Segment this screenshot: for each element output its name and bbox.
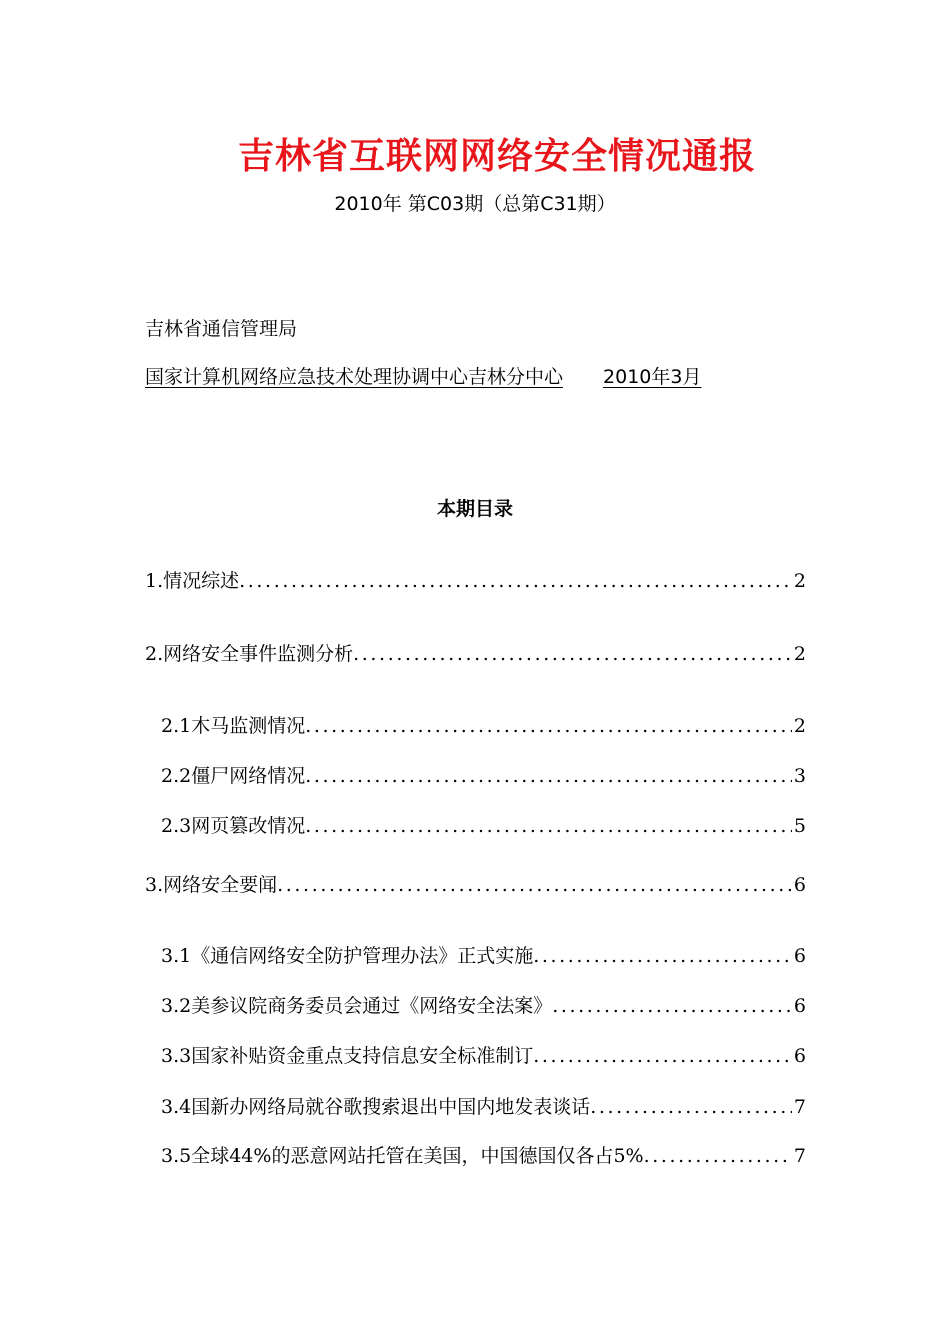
toc-entry-page: 7	[793, 1145, 806, 1167]
toc-title: 本期目录	[436, 498, 513, 520]
toc-leader-dots	[277, 874, 792, 896]
toc-leader-dots	[305, 715, 792, 737]
org-center: 国家计算机网络应急技术处理协调中心吉林分中心	[145, 366, 564, 388]
toc-leader-dots	[353, 643, 792, 665]
toc-entry-page: 7	[793, 1096, 806, 1118]
toc-leader-dots	[533, 1045, 792, 1067]
toc-entry-2-2[interactable]	[161, 761, 806, 788]
toc-entry-3[interactable]	[145, 870, 806, 897]
toc-leader-dots	[552, 995, 792, 1017]
toc-entry-label: 3.4国新办网络局就谷歌搜索退出中国内地发表谈话	[161, 1096, 591, 1118]
toc-entry-label: 2.3网页篡改情况	[161, 815, 306, 837]
report-title: 吉林省互联网网络安全情况通报	[237, 136, 756, 177]
toc-entry-label: 3.1《通信网络安全防护管理办法》正式实施	[161, 945, 534, 967]
toc-entry-page: 2	[793, 715, 806, 737]
toc-entry-label: 2.2僵尸网络情况	[161, 765, 306, 787]
toc-entry-2-3[interactable]	[161, 811, 806, 838]
toc-entry-page: 5	[793, 815, 806, 837]
toc-leader-dots	[305, 815, 792, 837]
toc-entry-1[interactable]	[145, 566, 806, 593]
issue-subtitle: 2010年 第C03期（总第C31期）	[334, 193, 616, 215]
org-bureau: 吉林省通信管理局	[145, 318, 298, 340]
toc-entry-page: 6	[793, 874, 806, 896]
toc-entry-3-2[interactable]	[161, 991, 806, 1018]
toc-entry-label: 3.5全球44%的恶意网站托管在美国，中国德国仅各占5%	[161, 1145, 644, 1167]
toc-entry-label: 3.2美参议院商务委员会通过《网络安全法案》	[161, 995, 553, 1017]
toc-entry-page: 2	[793, 643, 806, 665]
org-center-line	[145, 362, 701, 389]
toc-leader-dots	[590, 1096, 792, 1118]
toc-entry-3-4[interactable]	[161, 1092, 806, 1119]
toc-entry-page: 6	[793, 995, 806, 1017]
toc-entry-2[interactable]	[145, 639, 806, 666]
toc-leader-dots	[239, 570, 792, 592]
toc-entry-label: 3.3国家补贴资金重点支持信息安全标准制订	[161, 1045, 534, 1067]
toc-entry-3-5[interactable]	[161, 1141, 806, 1168]
toc-entry-3-3[interactable]	[161, 1041, 806, 1068]
toc-leader-dots	[533, 945, 792, 967]
toc-entry-page: 3	[793, 765, 806, 787]
toc-entry-2-1[interactable]	[161, 711, 806, 738]
toc-entry-label: 1.情况综述	[145, 570, 240, 592]
toc-entry-page: 6	[793, 945, 806, 967]
toc-leader-dots	[644, 1145, 792, 1167]
toc-entry-page: 6	[793, 1045, 806, 1067]
toc-entry-page: 2	[793, 570, 806, 592]
toc-leader-dots	[305, 765, 792, 787]
toc-entry-label: 2.网络安全事件监测分析	[145, 643, 354, 665]
toc-entry-label: 3.网络安全要闻	[145, 874, 278, 896]
toc-entry-label: 2.1木马监测情况	[161, 715, 306, 737]
toc-entry-3-1[interactable]	[161, 941, 806, 968]
publish-date: 2010年3月	[603, 366, 702, 388]
